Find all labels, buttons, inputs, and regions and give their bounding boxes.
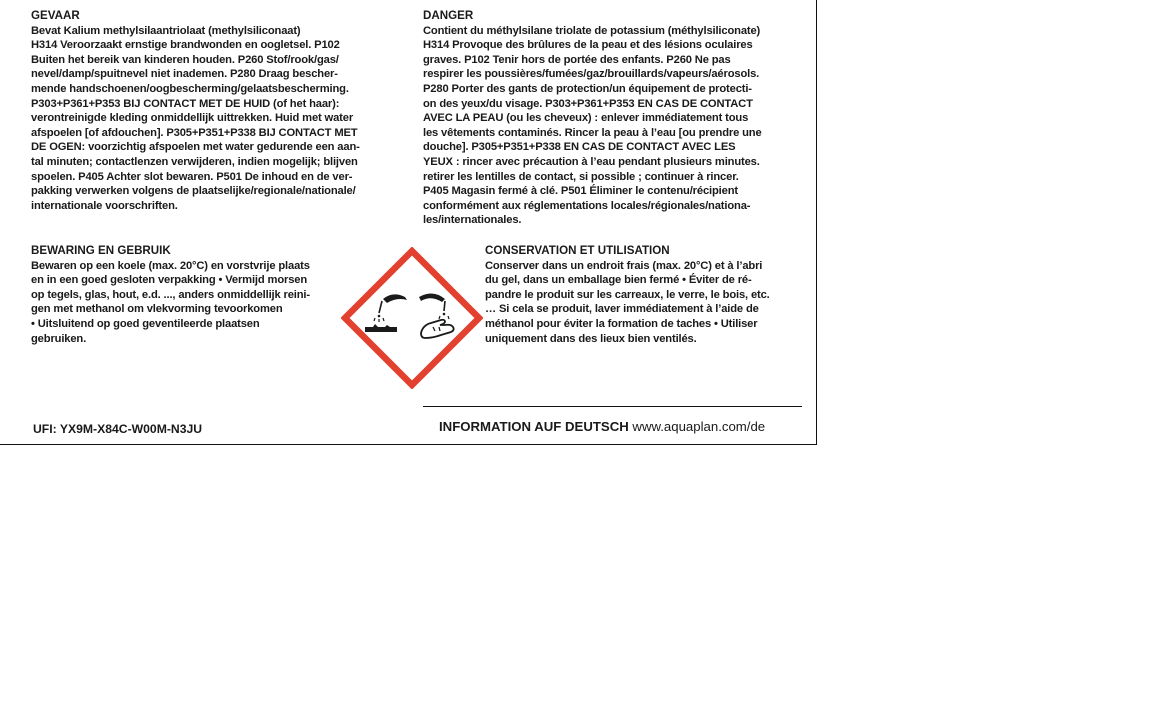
hazard-text-line: Buiten het bereik van kinderen houden. P260 Stof/rook/gas/ [31, 53, 339, 66]
hazard-text-line: graves. P102 Tenir hors de portée des enfants. P260 Ne pas [423, 53, 731, 66]
storage-text-line: en in een goed gesloten verpakking • Vermijd morsen [31, 274, 308, 287]
pictogram-diamond-border [345, 251, 479, 385]
storage-text-line: gen met methanol om vlekvorming tevoorkomen [31, 303, 283, 316]
hazard-text-line: P303+P361+P353 BIJ CONTACT MET DE HUID (of het haar): [31, 97, 340, 110]
hazard-heading-french: DANGER [423, 9, 474, 22]
storage-section-french [485, 244, 805, 346]
hazard-text-line: P280 Porter des gants de protection/un équipement de protecti- [423, 82, 752, 95]
storage-text-line: op tegels, glas, hout, e.d. ..., anders onmiddellijk reini- [31, 288, 310, 301]
hazard-text-line: internationale voorschriften. [31, 199, 178, 212]
storage-text-line: Bewaren op een koele (max. 20°C) en vorstvrije plaats [31, 259, 310, 272]
storage-text-line: … Si cela se produit, laver immédiatement à l’aide de [485, 303, 759, 316]
language-info-label: INFORMATION AUF DEUTSCH [439, 419, 629, 434]
hazard-text-line: H314 Provoque des brûlures de la peau et des lésions oculaires [423, 39, 753, 52]
hazard-heading-dutch: GEVAAR [31, 9, 80, 22]
hazard-text-line: Contient du méthylsilane triolate de potassium (méthylsiliconate) [423, 24, 761, 37]
product-label [0, 0, 817, 445]
hazard-text-line: H314 Veroorzaakt ernstige brandwonden en oogletsel. P102 [31, 39, 340, 52]
hazard-text-line: afspoelen [of afdouchen]. P305+P351+P338 BIJ CONTACT MET [31, 126, 358, 139]
storage-text-line: pandre le produit sur les carreaux, le verre, le bois, etc. [485, 288, 770, 301]
website-link[interactable]: www.aquaplan.com/de [632, 419, 766, 434]
hazard-text-line: respirer les poussières/fumées/gaz/brouillards/vapeurs/aérosols. [423, 68, 760, 81]
hazard-text-line: P405 Magasin fermé à clé. P501 Éliminer le contenu/récipient [423, 185, 738, 198]
storage-heading-dutch: BEWARING EN GEBRUIK [31, 244, 171, 257]
ghs05-corrosion-icon [341, 247, 483, 389]
hazard-text-line: YEUX : rincer avec précaution à l’eau pendant plusieurs minutes. [423, 155, 760, 168]
storage-text-line: du gel, dans un emballage bien fermé • Éviter de ré- [485, 274, 752, 287]
hazard-text-line: les vêtements contaminés. Rincer la peau à l’eau [ou prendre une [423, 126, 762, 139]
storage-text-line: uniquement dans des lieux bien ventilés. [485, 332, 697, 345]
ufi-code: UFI: YX9M-X84C-W00M-N3JU [33, 422, 203, 436]
storage-text-line: méthanol pour éviter la formation de taches • Utiliser [485, 317, 758, 330]
hazard-text-line: verontreinigde kleding onmiddellijk uittrekken. Huid met water [31, 112, 354, 125]
hazard-text-line: DE OGEN: voorzichtig afspoelen met water gedurende een aan- [31, 141, 360, 154]
hazard-text-line: retirer les lentilles de contact, si possible ; continuer à rincer. [423, 170, 739, 183]
hazard-section-dutch [31, 9, 401, 213]
footer-divider [423, 406, 802, 407]
hazard-text-line: spoelen. P405 Achter slot bewaren. P501 De inhoud en de ver- [31, 170, 353, 183]
hazard-text-line: on des yeux/du visage. P303+P361+P353 EN CAS DE CONTACT [423, 97, 753, 110]
language-info [439, 419, 765, 434]
hazard-text-line: AVEC LA PEAU (ou les cheveux) : enlever immédiatement tous [423, 112, 749, 125]
storage-text-line: • Uitsluitend op goed geventileerde plaatsen [31, 317, 260, 330]
storage-section-dutch [31, 244, 351, 346]
hazard-text-line: les/internationales. [423, 214, 522, 227]
hazard-text-line: conformément aux réglementations locales/régionales/nationa- [423, 199, 751, 212]
storage-text-line: gebruiken. [31, 332, 87, 345]
hazard-text-line: nevel/damp/spuitnevel niet inademen. P280 Draag bescher- [31, 68, 338, 81]
hazard-text-line: tal minuten; contactlenzen verwijderen, indien mogelijk; blijven [31, 155, 358, 168]
hazard-text-line: douche]. P305+P351+P338 EN CAS DE CONTACT AVEC LES [423, 141, 736, 154]
hazard-text-line: pakking verwerken volgens de plaatselijke/regionale/nationale/ [31, 185, 356, 198]
storage-heading-french: CONSERVATION ET UTILISATION [485, 244, 670, 257]
storage-text-line: Conserver dans un endroit frais (max. 20°C) et à l’abri [485, 259, 763, 272]
hazard-section-french [423, 9, 803, 228]
hazard-text-line: mende handschoenen/oogbescherming/gelaatsbescherming. [31, 82, 349, 95]
hazard-text-line: Bevat Kalium methylsilaantriolaat (methylsiliconaat) [31, 24, 301, 37]
